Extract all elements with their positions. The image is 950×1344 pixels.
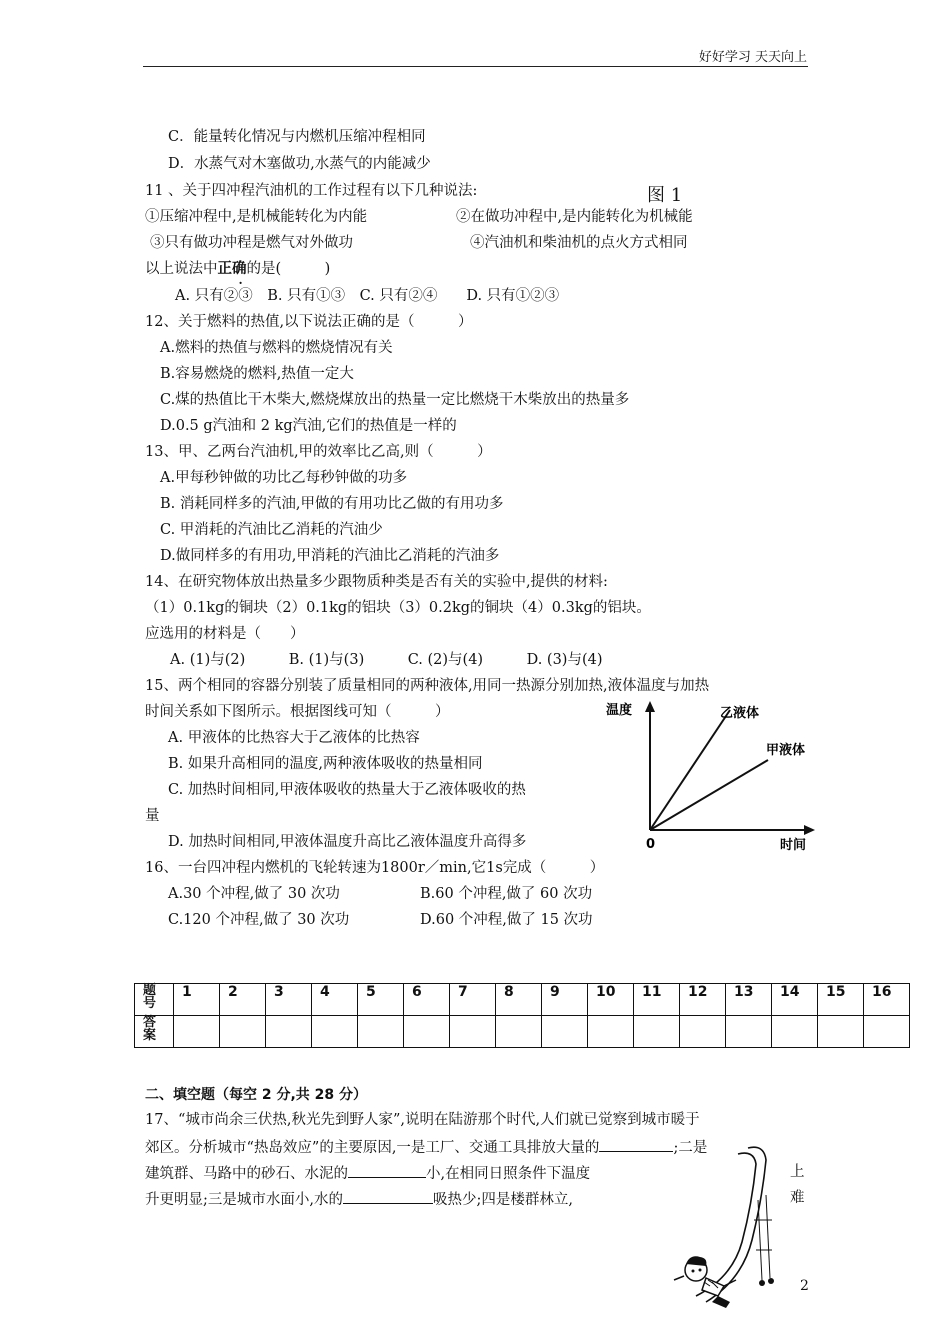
q11-options: A. 只有②③ B. 只有①③ C. 只有②④ D. 只有①②③ (175, 288, 560, 304)
question-number-cell: 12 (680, 984, 726, 1016)
graph-origin: 0 (646, 837, 656, 852)
row-head-number: 题 号 (135, 984, 174, 1016)
graph-xlabel: 时间 (780, 838, 807, 853)
question-number-cell: 6 (404, 984, 450, 1016)
q11-statement-2: ②在做功冲程中,是内能转化为机械能 (456, 209, 693, 225)
answer-cell[interactable] (496, 1016, 542, 1048)
graph-series-yi: 乙液体 (720, 706, 760, 721)
q13-option-d: D.做同样多的有用功,甲消耗的汽油比乙消耗的汽油多 (160, 548, 500, 564)
graph-line-yi (650, 710, 730, 830)
q11-ask (145, 259, 330, 279)
question-number-cell: 1 (174, 984, 220, 1016)
question-number-cell: 13 (726, 984, 772, 1016)
q12-option-d: D.0.5 g汽油和 2 kg汽油,它们的热值是一样的 (160, 418, 457, 434)
q12-option-a: A.燃料的热值与燃料的燃烧情况有关 (160, 340, 393, 356)
q17-line-3-end: 上 (790, 1164, 805, 1180)
answer-cell[interactable] (358, 1016, 404, 1048)
answer-table-answer-row (135, 1016, 910, 1048)
q15-option-c-wrap: 量 (145, 808, 160, 824)
graph-ylabel: 温度 (606, 703, 633, 718)
q15-option-d: D. 加热时间相同,甲液体温度升高比乙液体温度升高得多 (168, 834, 527, 850)
q17-line-2 (145, 1136, 707, 1158)
answer-cell[interactable] (266, 1016, 312, 1048)
answer-cell[interactable] (174, 1016, 220, 1048)
q17-line-4 (145, 1188, 573, 1210)
graph-x-arrow (804, 825, 815, 835)
answer-cell[interactable] (312, 1016, 358, 1048)
question-number-cell: 2 (220, 984, 266, 1016)
q14-stem: 14、在研究物体放出热量多少跟物质种类是否有关的实验中,提供的材料: (145, 574, 608, 590)
q16-option-b: B.60 个冲程,做了 60 次功 (420, 886, 593, 902)
answer-table-number-row (135, 984, 910, 1016)
answer-cell[interactable] (450, 1016, 496, 1048)
q17-blank-3[interactable] (343, 1188, 433, 1204)
q13-option-c: C. 甲消耗的汽油比乙消耗的汽油少 (160, 522, 383, 538)
graph-series-jia: 甲液体 (766, 743, 806, 758)
q15-option-b: B. 如果升高相同的温度,两种液体吸收的热量相同 (168, 756, 483, 772)
header-rule (143, 66, 808, 67)
q11-ask-emphasis-2: 确 (232, 260, 247, 277)
answer-cell[interactable] (680, 1016, 726, 1048)
q17-line-4-text: 升更明显;三是城市水面小,水的 (145, 1192, 343, 1208)
answer-table (134, 983, 910, 1048)
question-number-cell: 4 (312, 984, 358, 1016)
q17-line-3 (145, 1162, 590, 1184)
q12-stem: 12、关于燃料的热值,以下说法正确的是（ ） (145, 314, 473, 330)
q16-option-d: D.60 个冲程,做了 15 次功 (420, 912, 593, 928)
q11-stem: 11 、关于四冲程汽油机的工作过程有以下几种说法: (145, 183, 478, 199)
question-number-cell: 14 (772, 984, 818, 1016)
q16-option-a: A.30 个冲程,做了 30 次功 (168, 886, 340, 902)
row-head-answer: 答 案 (135, 1016, 174, 1048)
q11-ask-emphasis-1: 正 (217, 260, 232, 277)
q14-materials: （1）0.1kg的铜块（2）0.1kg的铝块（3）0.2kg的铜块（4）0.3kg的铝块。 (145, 600, 651, 616)
q17-blank-1[interactable] (599, 1136, 673, 1152)
slide-cartoon-illustration (666, 1140, 786, 1315)
question-number-cell: 16 (864, 984, 910, 1016)
header-text: 好好学习 天天向上 (698, 50, 807, 65)
temperature-time-graph (598, 698, 823, 853)
answer-cell[interactable] (542, 1016, 588, 1048)
page-number: 2 (800, 1278, 809, 1294)
q15-stem-1: 15、两个相同的容器分别装了质量相同的两种液体,用同一热源分别加热,液体温度与加热 (145, 678, 710, 694)
q13-option-b: B. 消耗同样多的汽油,甲做的有用功比乙做的有用功多 (160, 496, 504, 512)
question-number-cell: 5 (358, 984, 404, 1016)
answer-cell[interactable] (634, 1016, 680, 1048)
q12-option-c: C.煤的热值比干木柴大,燃烧煤放出的热量一定比燃烧干木柴放出的热量多 (160, 392, 630, 408)
answer-cell[interactable] (404, 1016, 450, 1048)
section2-title: 二、填空题（每空 2 分,共 28 分） (145, 1087, 368, 1103)
q11-statement-4: ④汽油机和柴油机的点火方式相同 (470, 235, 688, 251)
q17-blank-2[interactable] (348, 1162, 426, 1178)
q17-line-4-end: 难 (790, 1190, 805, 1206)
q15-stem-2: 时间关系如下图所示。根据图线可知（ ） (145, 704, 450, 720)
figure-label: 图 1 (647, 185, 683, 206)
q14-options: A. (1)与(2) B. (1)与(3) C. (2)与(4) D. (3)与(4) (170, 652, 603, 668)
answer-cell[interactable] (864, 1016, 910, 1048)
q11-ask-post: 的是( ) (246, 261, 331, 277)
q10-option-c: C．能量转化情况与内燃机压缩冲程相同 (168, 129, 426, 145)
question-number-cell: 11 (634, 984, 680, 1016)
q17-line-2-tail: ;二是 (673, 1140, 708, 1156)
answer-cell[interactable] (588, 1016, 634, 1048)
question-number-cell: 3 (266, 984, 312, 1016)
q16-stem: 16、一台四冲程内燃机的飞轮转速为1800r／min,它1s完成（ ） (145, 860, 605, 876)
answer-cell[interactable] (772, 1016, 818, 1048)
q11-statement-3: ③只有做功冲程是燃气对外做功 (150, 235, 353, 251)
question-number-cell: 9 (542, 984, 588, 1016)
q10-option-d: D．水蒸气对木塞做功,水蒸气的内能减少 (168, 156, 431, 172)
question-number-cell: 7 (450, 984, 496, 1016)
q17-line-2-text: 郊区。分析城市“热岛效应”的主要原因,一是工厂、交通工具排放大量的 (145, 1140, 600, 1156)
q16-option-c: C.120 个冲程,做了 30 次功 (168, 912, 350, 928)
answer-cell[interactable] (220, 1016, 266, 1048)
q13-option-a: A.甲每秒钟做的功比乙每秒钟做的功多 (160, 470, 408, 486)
q11-statement-1: ①压缩冲程中,是机械能转化为内能 (145, 209, 368, 225)
graph-y-arrow (645, 701, 655, 712)
q17-line-1: 17、“城市尚余三伏热,秋光先到野人家”,说明在陆游那个时代,人们就已觉察到城市暖于 (145, 1112, 700, 1128)
q15-option-c: C. 加热时间相同,甲液体吸收的热量大于乙液体吸收的热 (168, 782, 526, 798)
q17-line-4-mid: 吸热少;四是楼群林立, (433, 1192, 573, 1208)
q15-option-a: A. 甲液体的比热容大于乙液体的比热容 (168, 730, 420, 746)
q17-line-3-text: 建筑群、马路中的砂石、水泥的 (145, 1166, 348, 1182)
question-number-cell: 15 (818, 984, 864, 1016)
q12-option-b: B.容易燃烧的燃料,热值一定大 (160, 366, 354, 382)
q17-line-3-mid: 小,在相同日照条件下温度 (426, 1166, 591, 1182)
q11-ask-pre: 以上说法中 (145, 261, 218, 277)
q13-stem: 13、甲、乙两台汽油机,甲的效率比乙高,则（ ） (145, 444, 492, 460)
graph-line-jia (650, 760, 768, 830)
q14-ask: 应选用的材料是（ ） (145, 626, 305, 642)
answer-cell[interactable] (726, 1016, 772, 1048)
question-number-cell: 10 (588, 984, 634, 1016)
question-number-cell: 8 (496, 984, 542, 1016)
answer-cell[interactable] (818, 1016, 864, 1048)
